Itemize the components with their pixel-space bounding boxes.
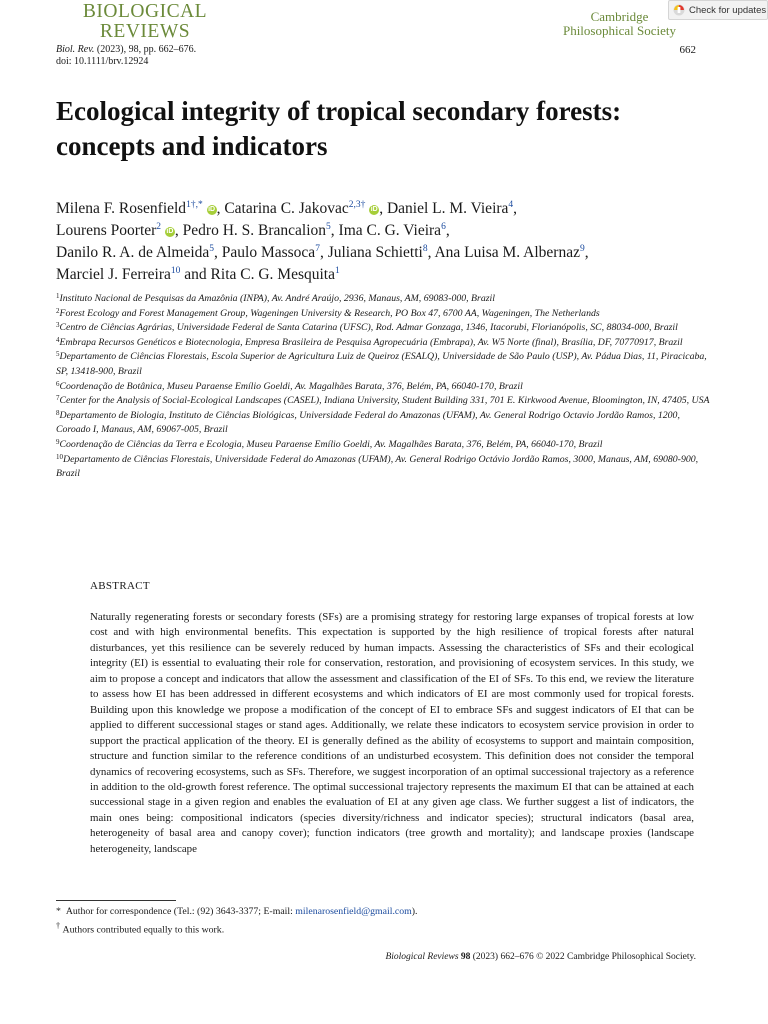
- abstract-heading: ABSTRACT: [90, 580, 150, 592]
- affiliation-number: 7: [56, 394, 60, 403]
- author: [56, 244, 214, 261]
- affiliation-number: 9: [56, 437, 60, 446]
- author-list: Milena F. Rosenfield$^{1\dagger,*}$ iD, Catarina C. Jakovac$^{2,3\dagger}$ iD, Daniel L. M. Vieira$^4$, Lourens Poorter$^2$ iD, Pedro H. S. Brancalion$^5$, Ima C. G. Vieira$^6$, Danilo R. A. de Almeida$^5$, Paulo Massoca$^7$, Juliana Schietti$^8$, Ana Luisa M. Albernaz$^9$, Marciel J. Ferreira$^{10}$ and Rita C. G. Mesquita$^1$: [56, 200, 589, 283]
- affiliation-number: 2: [56, 306, 60, 315]
- author-affiliation-mark: 1†,*: [186, 200, 203, 210]
- footer-journal: Biological Reviews: [385, 952, 459, 962]
- author-affiliation-mark: 9: [579, 244, 585, 254]
- author: [56, 200, 217, 217]
- author-name: Pedro H. S. Brancalion: [182, 222, 327, 239]
- author-name: Daniel L. M. Vieira: [386, 200, 509, 217]
- correspondence-end: ).: [411, 906, 418, 917]
- author-affiliation-mark: 1: [334, 266, 340, 276]
- abstract-text: Naturally regenerating forests or secondary forests (SFs) are a promising strategy for restoring large expanses of tropical forests at low cost and with high environmental benefits. This expectation is supported by the high resilience of tropical forests after natural disturbances, yet this resilience can be severely reduced by human impacts. Assessing the characteristics of SFs and their ecological integrity (EI) is essential to evaluating their role for conservation, restoration, and provisioning of ecosystem services. In this study, we aim to propose a concept and indicators that allow the assessment and classification of the EI of SFs. To this end, we review the literature to assess how EI has been addressed in different ecosystems and which indicators of EI are most commonly used for tropical forests. Building upon this knowledge we propose a modification of the concept of EI to embrace SFs and suggest indicators of EI that can be applied to different successional stages or stand ages. Additionally, we relate these indicators to ecosystem service provision in order to support the practical application of the theory. EI is generally defined as the ability of ecosystems to support and maintain composition, structure and function similar to the reference conditions of an undisturbed ecosystem. This definition does not consider the temporal dynamics of recovering ecosystems, such as SFs. Therefore, we suggest incorporation of an optimal successional trajectory as a reference in addition to the old-growth forest reference. The optimal successional trajectory represents the maximum EI that can be attained at each successional stage in a given region and enables the evaluation of EI at any given age class. We further suggest a list of indicators, the main ones being: compositional indicators (species diversity/richness and indicator species); structural indicators (basal area, heterogeneity of basal area and canopy cover); function indicators (tree growth and mortality); and landscape proxies (landscape heterogeneity, landscape: [90, 611, 694, 855]
- check-updates-label: Check for updates: [689, 4, 767, 16]
- author-name: Paulo Massoca: [221, 244, 316, 261]
- affiliation-item: [56, 394, 716, 409]
- page-footer: [385, 952, 696, 962]
- affiliation-number: 3: [56, 321, 60, 330]
- author: [56, 266, 180, 283]
- author: [339, 222, 446, 239]
- affiliation-text: Instituto Nacional de Pesquisas da Amazônia (INPA), Av. André Araújo, 2936, Manaus, AM, 69083-000, Brazil: [59, 293, 496, 304]
- citation: [56, 44, 196, 68]
- author: [183, 222, 331, 239]
- affiliation-number: 8: [56, 408, 60, 417]
- affiliation-item: [56, 350, 716, 379]
- author-affiliation-mark: 5: [209, 244, 215, 254]
- doi[interactable]: doi: 10.1111/brv.12924: [56, 56, 149, 67]
- journal-name-line2: REVIEWS: [99, 21, 191, 42]
- affiliation-text: Coordenação de Botânica, Museu Paraense Emílio Goeldi, Av. Magalhães Barata, 376, Belém, PA, 66040-170, Brazil: [59, 380, 523, 392]
- affiliation-number: 6: [56, 379, 60, 388]
- footnote-divider: [56, 900, 176, 901]
- publisher-line2: Philosophical Society: [562, 23, 676, 38]
- author: [387, 200, 513, 217]
- author-affiliation-mark: 7: [315, 244, 320, 254]
- affiliation-item: [56, 380, 716, 395]
- footer-rest: (2023) 662–676 © 2022 Cambridge Philosophical Society.: [470, 952, 696, 962]
- affiliation-text: Centro de Ciências Agrárias, Universidade Federal de Santa Catarina (UFSC), Rod. Admar Gonzaga, 1346, Itacorubi, Florianópolis, SC, 88034-000, Brazil: [59, 322, 678, 334]
- affiliation-text: Departamento de Ciências Florestais, Escola Superior de Agricultura Luiz de Queiroz (ESALQ), Universidade de São Paulo (USP), Av. Pádua Dias, 11, Piracicaba, SP, 13418-900, Brazil: [56, 351, 707, 377]
- author: [434, 244, 584, 261]
- affiliation-number: 4: [56, 335, 60, 344]
- affiliation-text: Departamento de Ciências Florestais, Universidade Federal do Amazonas (UFAM), Av. General Rodrigo Octávio Jordão Ramos, 3000, Manaus, AM, 69080-900, Brazil: [56, 453, 699, 480]
- affiliation-item: [56, 409, 716, 438]
- orcid-icon[interactable]: iD: [208, 206, 216, 213]
- affiliation-item: [56, 292, 716, 307]
- orcid-icon[interactable]: iD: [370, 206, 378, 213]
- author: [224, 200, 379, 217]
- equal-contribution-text: Authors contributed equally to this work.: [62, 923, 225, 935]
- affiliation-text: Forest Ecology and Forest Management Group, Wageningen University & Research, PO Box 47, 6700 AA, Wageningen, The Netherlands: [59, 307, 600, 319]
- article-title: Ecological integrity of tropical secondary forests: concepts and indicators: [56, 96, 622, 161]
- publisher-line1: Cambridge: [590, 9, 649, 24]
- publisher-logo: [563, 10, 676, 38]
- correspondence-text: Author for correspondence (Tel.: (92) 3643-3377; E-mail:: [65, 906, 296, 917]
- author-name: Danilo R. A. de Almeida: [56, 244, 210, 261]
- footnote-mark-dagger: †: [56, 920, 61, 930]
- affiliation-text: Center for the Analysis of Social-Ecological Landscapes (CASEL), Indiana University, Student Building 331, 701 E. Kirkwood Avenue, Bloomington, IN, 47405, USA: [59, 395, 710, 407]
- journal-name-line1: BIOLOGICAL: [82, 1, 208, 22]
- affiliation-text: Embrapa Recursos Genéticos e Biotecnologia, Empresa Brasileira de Pesquisa Agropecuária (Embrapa), Av. W5 Norte (final), Brasília, DF, 70770917, Brazil: [59, 336, 683, 348]
- author-name: Ima C. G. Vieira: [338, 222, 442, 239]
- author-name: Lourens Poorter: [56, 222, 157, 239]
- citation-journal: Biol. Rev.: [56, 44, 95, 55]
- author-name: Milena F. Rosenfield: [56, 200, 187, 217]
- author-affiliation-mark: 10: [170, 266, 181, 276]
- citation-volume-pages: (2023), 98, pp. 662–676.: [94, 44, 197, 55]
- orcid-icon[interactable]: iD: [166, 228, 174, 235]
- author: [328, 244, 428, 261]
- author: [56, 222, 175, 239]
- affiliation-text: Coordenação de Ciências da Terra e Ecologia, Museu Paraense Emílio Goeldi, Av. Magalhães Barata, 376, Belém, PA, 66040-170, Brazil: [59, 438, 603, 450]
- author-affiliation-mark: 6: [441, 222, 446, 232]
- affiliation-item: [56, 438, 716, 453]
- page-number: 662: [679, 44, 696, 56]
- affiliation-number: 1: [56, 292, 60, 300]
- affiliation-number: 10: [56, 452, 63, 461]
- author-affiliation-mark: 2: [156, 222, 162, 232]
- email-link[interactable]: milenarosenfield@gmail.com: [295, 906, 412, 917]
- affiliation-text: Departamento de Biologia, Instituto de Ciências Biológicas, Universidade Federal do Amazonas (UFAM), Av. General Rodrigo Octavio Jordão Ramos, 1200, Coroado I, Manaus, AM, 69067-005, Brazil: [56, 409, 680, 436]
- affiliation-number: 5: [56, 350, 60, 359]
- affiliation-item: [56, 453, 716, 482]
- citation-line: [56, 44, 196, 56]
- author-affiliation-mark: 5: [326, 222, 331, 232]
- author-name: Catarina C. Jakovac: [224, 200, 349, 217]
- author-affiliation-mark: 8: [422, 244, 428, 254]
- affiliation-item: [56, 321, 716, 336]
- footnote-mark-star: *: [56, 906, 61, 917]
- check-for-updates-button[interactable]: [668, 0, 768, 20]
- affiliations: [56, 292, 716, 482]
- footnote-equal-contribution: [56, 919, 418, 937]
- author-name: Juliana Schietti: [327, 244, 423, 261]
- author-affiliation-mark: 2,3†: [348, 200, 366, 210]
- crossmark-icon: [673, 4, 685, 16]
- author: [211, 266, 340, 283]
- journal-logo: [75, 2, 215, 42]
- affiliation-item: [56, 336, 716, 351]
- author-affiliation-mark: 4: [508, 200, 514, 210]
- affiliation-item: [56, 307, 716, 322]
- author-name: Ana Luisa M. Albernaz: [434, 244, 580, 261]
- author-name: Rita C. G. Mesquita: [210, 266, 335, 283]
- footer-volume: 98: [460, 952, 471, 962]
- footnotes: [56, 905, 418, 936]
- footnote-correspondence: [56, 905, 418, 919]
- author: [222, 244, 320, 261]
- author-name: Marciel J. Ferreira: [56, 266, 171, 283]
